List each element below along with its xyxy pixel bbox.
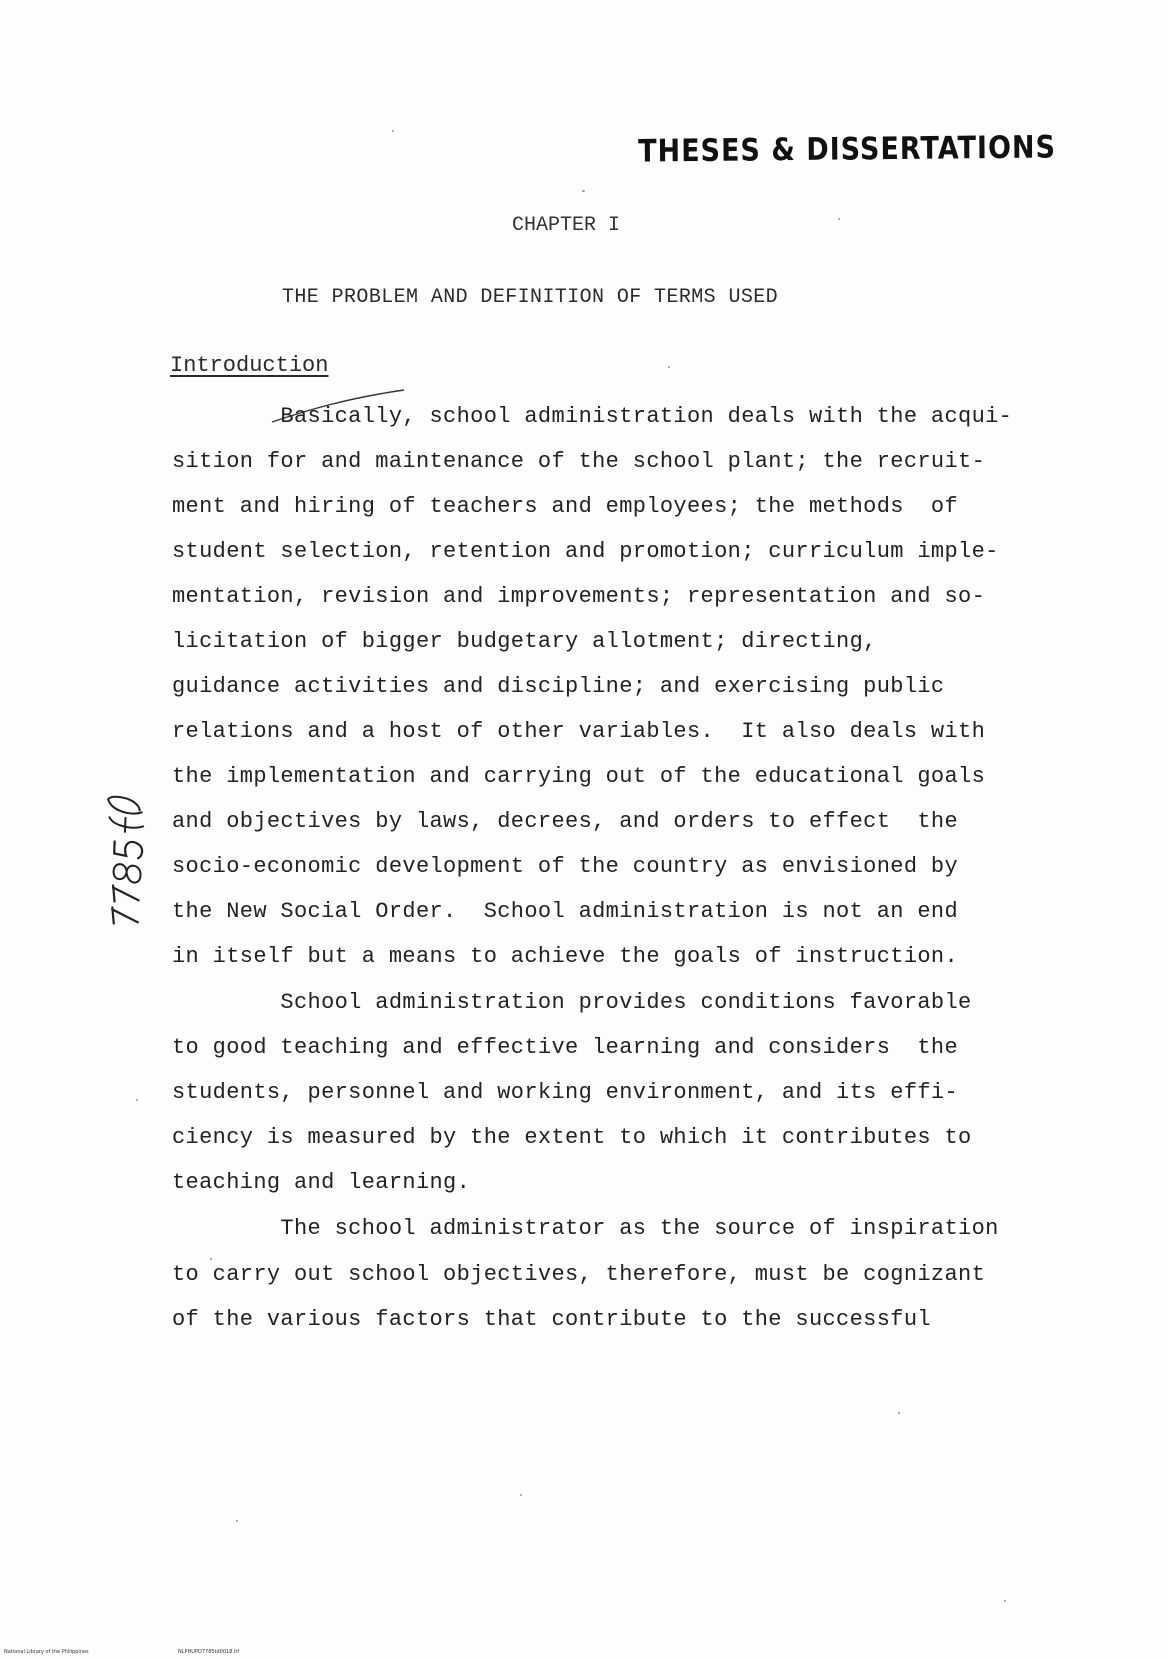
body-line: School administration provides conditions favorable bbox=[172, 990, 972, 1015]
chapter-label: CHAPTER I bbox=[512, 214, 621, 237]
scan-speck bbox=[210, 1258, 212, 1260]
body-line: of the various factors that contribute to the successful bbox=[172, 1307, 931, 1332]
body-line: in itself but a means to achieve the goals of instruction. bbox=[172, 944, 959, 969]
scan-speck bbox=[392, 130, 394, 132]
body-line: to good teaching and effective learning and considers the bbox=[172, 1035, 959, 1060]
body-line: Basically, school administration deals with the acqui- bbox=[172, 404, 1013, 429]
body-line: ment and hiring of teachers and employees; the methods of bbox=[172, 494, 959, 519]
scan-speck bbox=[898, 1412, 900, 1414]
theses-dissertations-stamp: THESES & DISSERTATIONS bbox=[638, 129, 1057, 170]
body-line: teaching and learning. bbox=[172, 1170, 471, 1195]
footer-file-name: NLPHUPD7785td0018.tif bbox=[178, 1649, 240, 1655]
scan-speck bbox=[838, 218, 840, 220]
body-line: mentation, revision and improvements; representation and so- bbox=[172, 584, 986, 609]
body-line: licitation of bigger budgetary allotment; directing, bbox=[172, 629, 877, 654]
chapter-title: THE PROBLEM AND DEFINITION OF TERMS USED bbox=[282, 286, 779, 309]
body-line: relations and a host of other variables. It also deals with bbox=[172, 719, 986, 744]
scan-speck bbox=[136, 1099, 138, 1101]
body-line: students, personnel and working environment, and its effi- bbox=[172, 1080, 959, 1105]
body-line: the New Social Order. School administration is not an end bbox=[172, 899, 959, 924]
body-line: guidance activities and discipline; and exercising public bbox=[172, 674, 945, 699]
section-heading-introduction: Introduction bbox=[170, 353, 329, 378]
scan-speck bbox=[520, 1494, 522, 1496]
handwritten-margin-annotation bbox=[98, 789, 163, 931]
scan-speck bbox=[1004, 1600, 1006, 1602]
body-line: to carry out school objectives, therefore, must be cognizant bbox=[172, 1262, 986, 1287]
body-line: student selection, retention and promotion; curriculum imple- bbox=[172, 539, 999, 564]
body-line: The school administrator as the source of inspiration bbox=[172, 1216, 999, 1241]
body-line: socio-economic development of the country as envisioned by bbox=[172, 854, 959, 879]
scan-speck bbox=[668, 366, 670, 368]
scan-speck bbox=[582, 190, 585, 192]
body-line: sition for and maintenance of the school plant; the recruit- bbox=[172, 449, 986, 474]
footer-library-credit: National Library of the Philippines bbox=[4, 1649, 89, 1655]
scan-speck bbox=[236, 1520, 238, 1522]
body-line: and objectives by laws, decrees, and orders to effect the bbox=[172, 809, 959, 834]
body-line: the implementation and carrying out of the educational goals bbox=[172, 764, 986, 789]
body-line: ciency is measured by the extent to which it contributes to bbox=[172, 1125, 972, 1150]
